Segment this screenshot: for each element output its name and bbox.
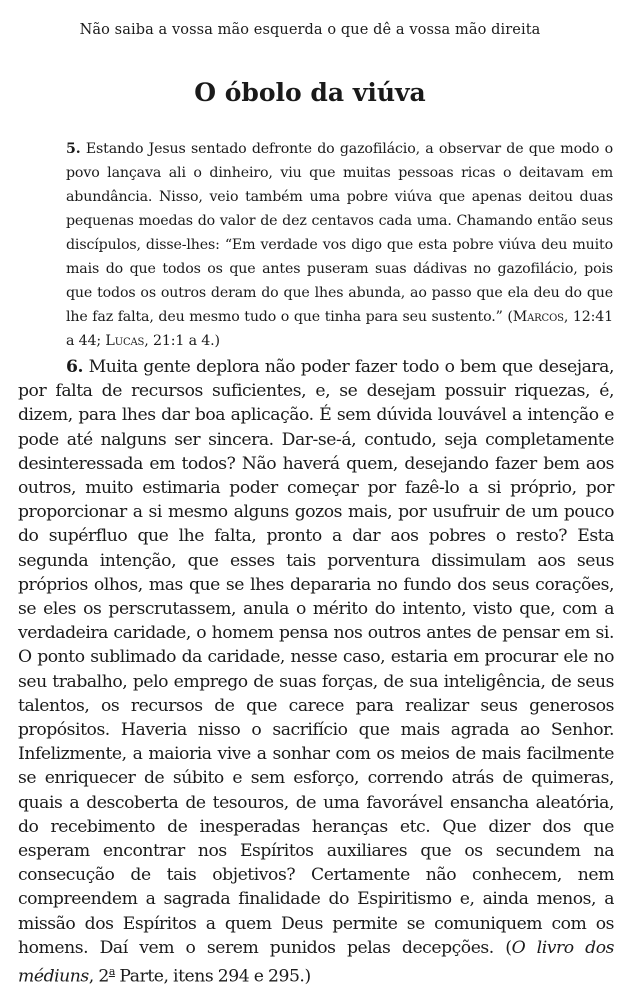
quote-ref-marcos-verse: , 12:41 a 44; bbox=[66, 309, 613, 349]
paragraph-number: 6. bbox=[66, 357, 84, 377]
citation-ordinal-suffix: a bbox=[108, 965, 115, 979]
citation-open: ( bbox=[505, 937, 512, 958]
quote-text: Estando Jesus sentado defronte do gazofilácio, a observar de que modo o povo lançava ali o dinheiro, viu que muitas pessoas ricas o deitavam em abundância. Nisso, veio também uma pobre viúva que apenas deitou duas pequenas moedas do valor de dez centavos cada uma. Chamando então seus discípulos, disse-lhes: “Em verdade vos digo que esta pobre viúva deu muito mais do que todos os que antes puseram suas dádivas no gazofilácio, pois que todos os outros deram do que lhes abunda, ao passo que ela deu do que lhe faz falta, deu mesmo tudo o que tinha para seu sustento.” ( bbox=[66, 141, 613, 325]
commentary-paragraph: 6. Muita gente deplora não poder fazer todo o bem que desejara, por falta de recursos suficientes, e, se desejam possuir riquezas, é, dizem, para lhes dar boa aplicação. É sem dúvida louvável a intenção e pode até nalguns ser sincera. Dar-se-á, contudo, seja completamente desinteressada em todos? Não haverá quem, desejando fazer bem aos outros, muito estimaria poder começar por fazê-lo a si próprio, por proporcionar a si mesmo alguns gozos mais, por usufruir de um pouco do supérfluo que lhe falta, pronto a dar aos pobres o resto? Esta segunda intenção, que esses tais porventura dissimulam aos seus próprios olhos, mas que se lhes depararia no fundo dos seus corações, se eles os perscrutassem, anula o mérito do intento, visto que, com a verdadeira caridade, o homem pensa nos outros antes de pensar em si. O ponto sublimado da caridade, nesse caso, estaria em procurar ele no seu trabalho, pelo emprego de suas forças, de sua inteligência, de seus talentos, os recursos de que carece para realizar seus generosos propósitos. Haveria nisso o sacrifício que mais agrada ao Senhor. Infelizmente, a maioria vive a sonhar com os meios de mais facilmente se enriquecer de súbito e sem esforço, correndo atrás de quimeras, quais a descoberta de tesouros, de uma favorável ensancha aleatória, do recebimento de inesperadas heranças etc. Que dizer dos que esperam encontrar nos Espíritos auxiliares que os secundem na consecução de tais objetivos? Certamente não conhecem, nem compreendem a sagrada finalidade do Espiritismo e, ainda menos, a missão dos Espíritos a quem Deus permite se comuniquem com os homens. Daí vem o serem punidos pelas decepções. (O livro dos médiuns, 2$^a$ Parte, itens 294 e 295.) bbox=[18, 357, 614, 987]
citation-rest: Parte, itens 294 e 295.) bbox=[114, 966, 311, 987]
citation-book-title: O livro dos médiuns bbox=[18, 937, 614, 987]
quote-ref-lucas-verse: , 21:1 a 4.) bbox=[144, 333, 220, 349]
quote-number: 5. bbox=[66, 141, 81, 157]
citation-ordinal: 2 bbox=[98, 966, 109, 987]
quote-ref-marcos: Marcos bbox=[512, 309, 564, 325]
running-header: Não saiba a vossa mão esquerda o que dê a vossa mão direita bbox=[79, 22, 541, 38]
quote-ref-lucas: Lucas bbox=[105, 333, 145, 349]
chapter-title: O óbolo da viúva bbox=[194, 78, 426, 107]
paragraph-text: Muita gente deplora não poder fazer todo o bem que desejara, por falta de recursos suficientes, e, se desejam possuir riquezas, é, dizem, para lhes dar boa aplicação. É sem dúvida louvável a intenção e pode até nalguns ser sincera. Dar-se-á, contudo, seja completamente desinteressada em todos? Não haverá quem, desejando fazer bem aos outros, muito estimaria poder começar por fazê-lo a si próprio, por proporcionar a si mesmo alguns gozos mais, por usufruir de um pouco do supérfluo que lhe falta, pronto a dar aos pobres o resto? Esta segunda intenção, que esses tais porventura dissimulam aos seus próprios olhos, mas que se lhes depararia no fundo dos seus corações, se eles os perscrutassem, anula o mérito do intento, visto que, com a verdadeira caridade, o homem pensa nos outros antes de pensar em si. O ponto sublimado da caridade, nesse caso, estaria em procurar ele no seu trabalho, pelo emprego de suas forças, de sua inteligência, de seus talentos, os recursos de que carece para realizar seus generosos propósitos. Haveria nisso o sacrifício que mais agrada ao Senhor. Infelizmente, a maioria vive a sonhar com os meios de mais facilmente se enriquecer de súbito e sem esforço, correndo atrás de quimeras, quais a descoberta de tesouros, de uma favorável ensancha aleatória, do recebimento de inesperadas heranças etc. Que dizer dos que esperam encontrar nos Espíritos auxiliares que os secundem na consecução de tais objetivos? Certamente não conhecem, nem compreendem a sagrada finalidade do Espiritismo e, ainda menos, a missão dos Espíritos a quem Deus permite se comuniquem com os homens. Daí vem o serem punidos pelas decepções. bbox=[18, 357, 614, 958]
gospel-quote bbox=[66, 137, 613, 353]
